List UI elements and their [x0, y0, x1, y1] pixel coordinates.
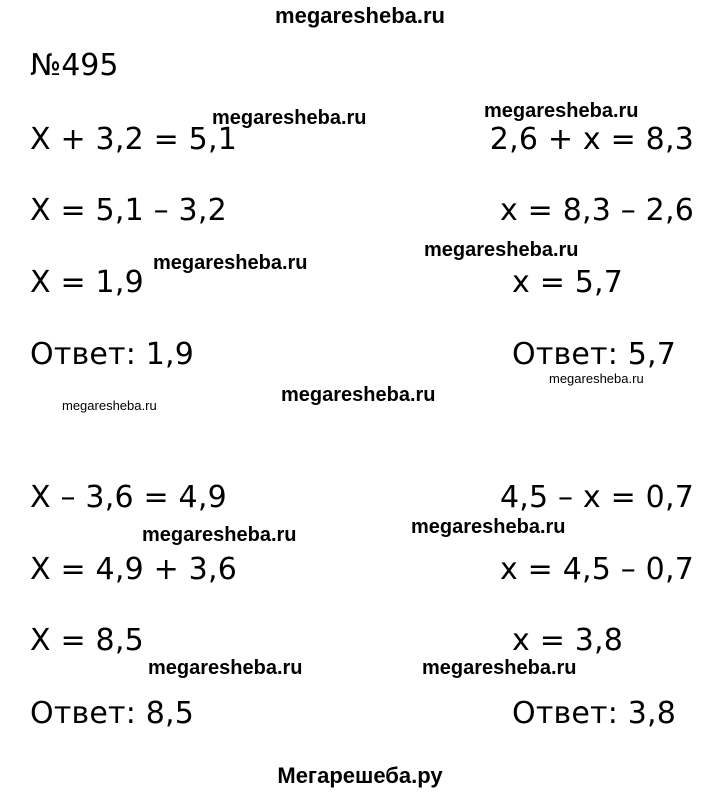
answer-line: Ответ: 5,7	[512, 337, 677, 372]
watermark: megaresheba.ru	[153, 252, 308, 274]
equation-line: X + 3,2 = 5,1	[30, 122, 237, 157]
watermark-small: megaresheba.ru	[62, 398, 157, 413]
equation-line: X = 4,9 + 3,6	[30, 552, 237, 587]
answer-line: Ответ: 8,5	[30, 696, 195, 731]
answer-line: Ответ: 1,9	[30, 337, 195, 372]
equation-line: x = 5,7	[512, 265, 624, 300]
watermark: megaresheba.ru	[411, 516, 566, 538]
watermark: megaresheba.ru	[422, 657, 577, 679]
watermark: megaresheba.ru	[212, 107, 367, 129]
watermark-small: megaresheba.ru	[549, 371, 644, 386]
equation-line: 4,5 – x = 0,7	[499, 480, 694, 515]
equation-line: 2,6 + x = 8,3	[489, 122, 694, 157]
equation-line: X – 3,6 = 4,9	[30, 480, 227, 515]
watermark: megaresheba.ru	[281, 384, 436, 406]
site-header: megaresheba.ru	[275, 3, 445, 28]
problem-number: №495	[30, 48, 119, 83]
equation-line: x = 4,5 – 0,7	[499, 552, 694, 587]
equation-line: X = 1,9	[30, 265, 144, 300]
equation-line: X = 5,1 – 3,2	[30, 193, 227, 228]
watermark: megaresheba.ru	[148, 657, 303, 679]
site-footer: Мегарешеба.ру	[277, 763, 443, 788]
watermark: megaresheba.ru	[484, 100, 639, 122]
equation-line: X = 8,5	[30, 623, 144, 658]
equation-line: x = 3,8	[512, 623, 624, 658]
watermark: megaresheba.ru	[424, 239, 579, 261]
watermark: megaresheba.ru	[142, 524, 297, 546]
equation-line: x = 8,3 – 2,6	[499, 193, 694, 228]
answer-line: Ответ: 3,8	[512, 696, 677, 731]
